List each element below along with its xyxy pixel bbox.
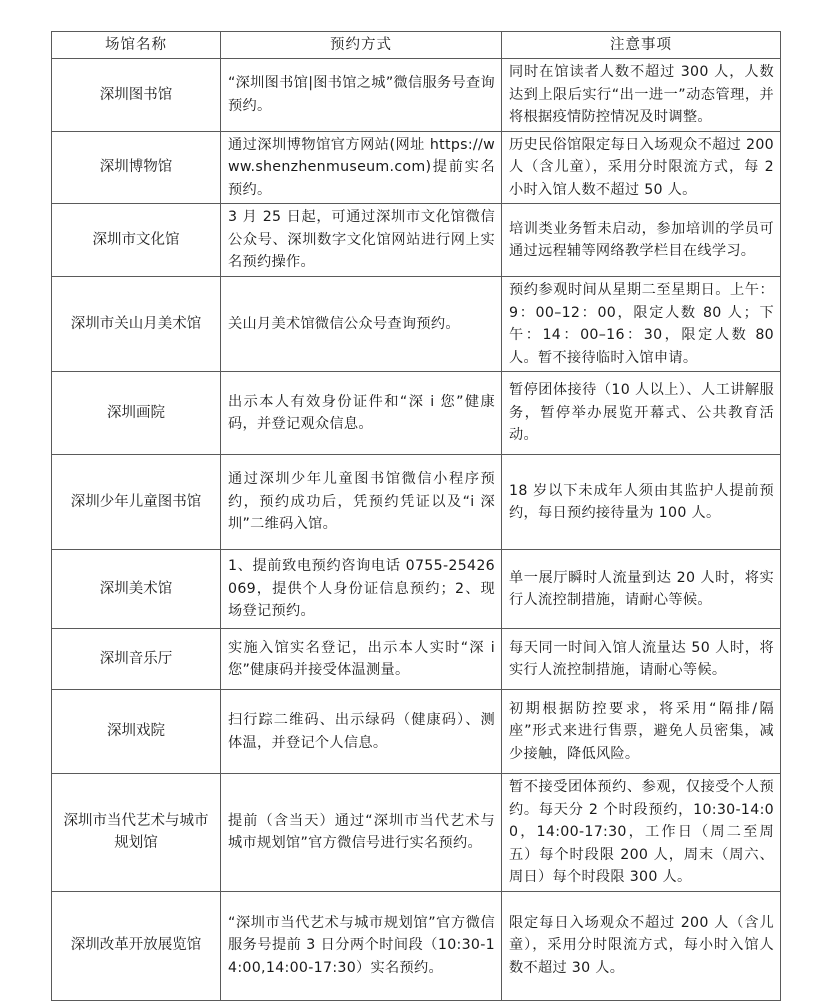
venue-name-cell: 深圳市当代艺术与城市规划馆 xyxy=(52,774,221,892)
notes-cell: 预约参观时间从星期二至星期日。上午：9：00–12：00，限定人数 80 人；下午：14：00–16：30，限定人数 80 人。暂不接待临时入馆申请。 xyxy=(502,277,781,372)
notes-cell: 暂不接受团体预约、参观，仅接受个人预约。每天分 2 个时段预约，10:30-14:00，14:00-17:30，工作日（周二至周五）每个时段限 200 人，周末（周六、周日）每个时段限 300 人。 xyxy=(502,774,781,892)
table-row xyxy=(52,774,781,892)
table-row xyxy=(52,690,781,774)
table-header xyxy=(52,32,781,59)
table-row xyxy=(52,277,781,372)
reservation-method-cell: 扫行踪二维码、出示绿码（健康码）、测体温，并登记个人信息。 xyxy=(221,690,502,774)
table-row xyxy=(52,59,781,132)
table-row xyxy=(52,204,781,277)
venue-name-cell: 深圳图书馆 xyxy=(52,59,221,132)
venue-reservation-table-wrapper xyxy=(51,31,780,1001)
reservation-method-cell: 提前（含当天）通过“深圳市当代艺术与城市规划馆”官方微信号进行实名预约。 xyxy=(221,774,502,892)
reservation-method-cell: 通过深圳博物馆官方网站(网址 https://www.shenzhenmuseum.com)提前实名预约。 xyxy=(221,131,502,204)
notes-cell: 培训类业务暂未启动，参加培训的学员可通过远程辅等网络教学栏目在线学习。 xyxy=(502,204,781,277)
reservation-method-cell: 3 月 25 日起，可通过深圳市文化馆微信公众号、深圳数字文化馆网站进行网上实名预约操作。 xyxy=(221,204,502,277)
header-reservation-method: 预约方式 xyxy=(221,32,502,59)
table-row xyxy=(52,550,781,629)
reservation-method-cell: 关山月美术馆微信公众号查询预约。 xyxy=(221,277,502,372)
venue-reservation-table xyxy=(51,31,781,1001)
reservation-method-cell: 1、提前致电预约咨询电话 0755-25426069，提供个人身份证信息预约；2、现场登记预约。 xyxy=(221,550,502,629)
reservation-method-cell: “深圳市当代艺术与城市规划馆”官方微信服务号提前 3 日分两个时间段（10:30-14:00,14:00-17:30）实名预约。 xyxy=(221,891,502,1000)
venue-name-cell: 深圳戏院 xyxy=(52,690,221,774)
reservation-method-cell: 实施入馆实名登记，出示本人实时“深 i 您”健康码并接受体温测量。 xyxy=(221,629,502,690)
venue-name-cell: 深圳美术馆 xyxy=(52,550,221,629)
reservation-method-cell: “深圳图书馆|图书馆之城”微信服务号查询预约。 xyxy=(221,59,502,132)
header-venue-name: 场馆名称 xyxy=(52,32,221,59)
table-body xyxy=(52,59,781,1001)
venue-name-cell: 深圳改革开放展览馆 xyxy=(52,891,221,1000)
header-row xyxy=(52,32,781,59)
venue-name-cell: 深圳市关山月美术馆 xyxy=(52,277,221,372)
venue-name-cell: 深圳博物馆 xyxy=(52,131,221,204)
notes-cell: 每天同一时间入馆人流量达 50 人时，将实行人流控制措施，请耐心等候。 xyxy=(502,629,781,690)
notes-cell: 同时在馆读者人数不超过 300 人，人数达到上限后实行“出一进一”动态管理，并将根据疫情防控情况及时调整。 xyxy=(502,59,781,132)
notes-cell: 初期根据防控要求，将采用“隔排/隔座”形式来进行售票，避免人员密集，减少接触，降低风险。 xyxy=(502,690,781,774)
table-row xyxy=(52,372,781,455)
reservation-method-cell: 通过深圳少年儿童图书馆微信小程序预约，预约成功后，凭预约凭证以及“i 深圳”二维码入馆。 xyxy=(221,455,502,550)
notes-cell: 历史民俗馆限定每日入场观众不超过 200 人（含儿童），采用分时限流方式，每 2 小时入馆人数不超过 50 人。 xyxy=(502,131,781,204)
venue-name-cell: 深圳画院 xyxy=(52,372,221,455)
header-notes: 注意事项 xyxy=(502,32,781,59)
notes-cell: 暂停团体接待（10 人以上）、人工讲解服务，暂停举办展览开幕式、公共教育活动。 xyxy=(502,372,781,455)
reservation-method-cell: 出示本人有效身份证件和“深 i 您”健康码，并登记观众信息。 xyxy=(221,372,502,455)
notes-cell: 18 岁以下未成年人须由其监护人提前预约，每日预约接待量为 100 人。 xyxy=(502,455,781,550)
table-row xyxy=(52,629,781,690)
table-row xyxy=(52,455,781,550)
table-row xyxy=(52,131,781,204)
notes-cell: 限定每日入场观众不超过 200 人（含儿童），采用分时限流方式，每小时入馆人数不超过 30 人。 xyxy=(502,891,781,1000)
table-row xyxy=(52,891,781,1000)
venue-name-cell: 深圳少年儿童图书馆 xyxy=(52,455,221,550)
venue-name-cell: 深圳市文化馆 xyxy=(52,204,221,277)
notes-cell: 单一展厅瞬时人流量到达 20 人时，将实行人流控制措施，请耐心等候。 xyxy=(502,550,781,629)
venue-name-cell: 深圳音乐厅 xyxy=(52,629,221,690)
